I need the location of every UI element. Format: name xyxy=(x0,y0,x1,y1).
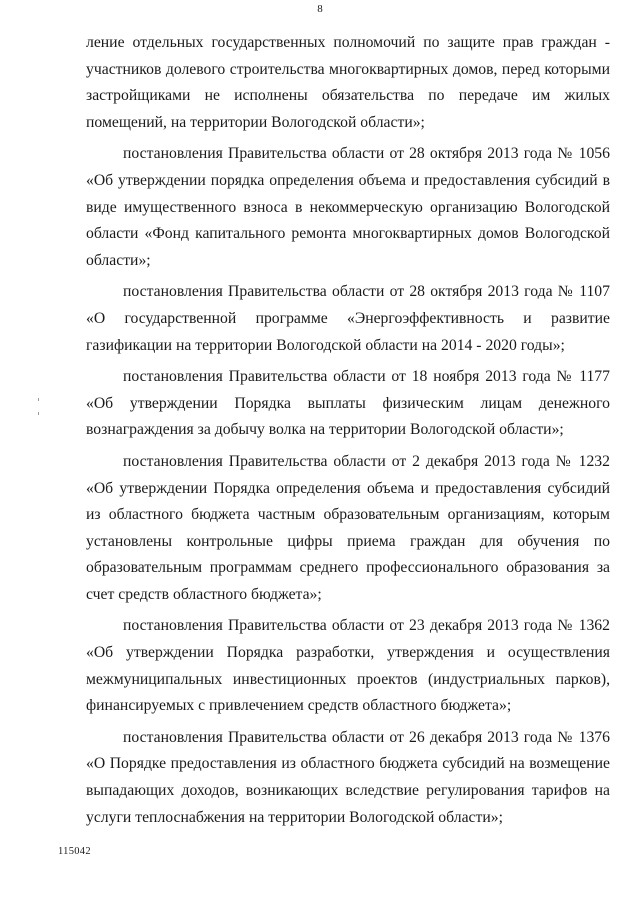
paragraph-continuation: ление отдельных государственных полномочий по защите прав граждан - участников долевого строительства многоквартирных домов, перед которыми застройщиками не исполнены обязательства по передаче им жилых помещений, на территории Вологодской области»; xyxy=(86,34,610,131)
footer-document-code: 115042 xyxy=(58,846,91,857)
paragraph-resolution-1362: постановления Правительства области от 23 декабря 2013 года № 1362 «Об утверждении Порядка разработки, утверждения и осуществления межмуниципальных инвестиционных проектов (индустриальных парков), финансируемых с привлечением средств областного бюджета»; xyxy=(86,617,610,715)
page-number: 8 xyxy=(317,3,323,15)
paragraph-resolution-1376: постановления Правительства области от 26 декабря 2013 года № 1376 «О Порядке предоставления из областного бюджета субсидий на возмещение выпадающих доходов, возникающих вследствие регулирования тарифов на услуги теплоснабжения на территории Вологодской области»; xyxy=(86,728,610,826)
paragraph-resolution-1232: постановления Правительства области от 2 декабря 2013 года № 1232 «Об утверждении Порядка определения объема и предоставления субсидий из областного бюджета частным образовательным организациям, которым установлены контрольные цифры приема граждан для обучения по образовательным программам среднего профессионального образования за счет средств областного бюджета»; xyxy=(86,452,610,603)
paragraph-resolution-1107: постановления Правительства области от 28 октября 2013 года № 1107 «О государственной программе «Энергоэффективность и развитие газификации на территории Вологодской области на 2014 - 2020 годы»; xyxy=(86,283,610,354)
scan-speck xyxy=(38,398,39,401)
scan-speck xyxy=(38,412,39,415)
document-body xyxy=(86,30,610,836)
paragraph-resolution-1056: постановления Правительства области от 28 октября 2013 года № 1056 «Об утверждении порядка определения объема и предоставления субсидий в виде имущественного взноса в некоммерческую организацию Вологодской области «Фонд капитального ремонта многоквартирных домов Вологодской области»; xyxy=(86,145,610,269)
paragraph-resolution-1177: постановления Правительства области от 18 ноября 2013 года № 1177 «Об утверждении Порядка выплаты физическим лицам денежного вознаграждения за добычу волка на территории Вологодской области»; xyxy=(86,368,610,439)
